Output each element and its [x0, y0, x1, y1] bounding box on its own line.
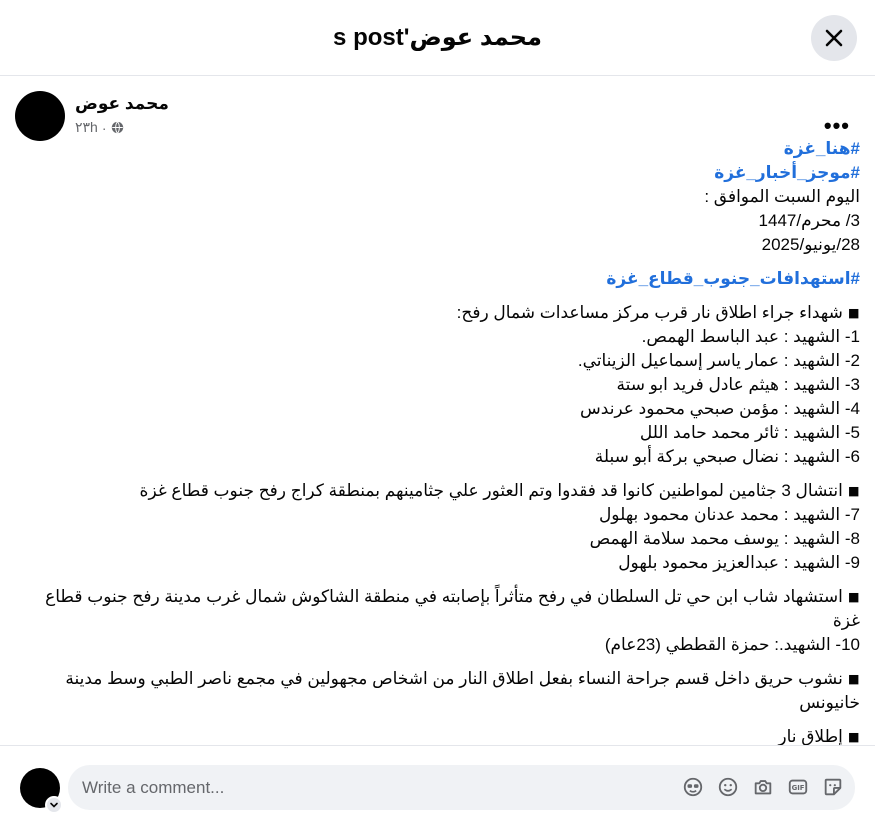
- close-button[interactable]: [811, 15, 857, 61]
- post-text-line: 10- الشهيد.: حمزة القططي (23عام): [604, 635, 860, 654]
- gif-icon: [787, 776, 809, 798]
- dialog-header: [0, 0, 875, 76]
- emoji-button[interactable]: [716, 775, 740, 799]
- post-text-line: 3/ محرم/1447: [758, 211, 860, 230]
- comment-input[interactable]: [82, 778, 642, 798]
- post-text-line: 9- الشهيد : عبدالعزيز محمود بلهول: [618, 553, 860, 572]
- composer-actions: [681, 775, 845, 799]
- author-name[interactable]: محمد عوض: [75, 94, 169, 113]
- hashtag-link[interactable]: #موجز_أخبار_غزة: [714, 163, 860, 182]
- post-text-line: 5- الشهيد : ثائر محمد حامد اللل: [639, 423, 860, 442]
- post-scroll-area[interactable]: [0, 77, 875, 745]
- close-icon: [824, 28, 844, 48]
- meta-separator: ·: [101, 119, 107, 136]
- avatar-sticker-button[interactable]: [681, 775, 705, 799]
- post-text-line: 3- الشهيد : هيثم عادل فريد ابو ستة: [616, 375, 860, 394]
- post-text-line: 8- الشهيد : يوسف محمد سلامة الهمص: [589, 529, 860, 548]
- paragraph-spacer: [20, 575, 860, 585]
- post-text: [20, 137, 860, 745]
- paragraph-spacer: [20, 469, 860, 479]
- post-text-line: ◾ شهداء جراء اطلاق نار قرب مركز مساعدات شمال رفح:: [456, 303, 860, 322]
- comment-composer: [0, 745, 875, 832]
- paragraph-spacer: [20, 257, 860, 267]
- post-text-line: ◾ نشوب حريق داخل قسم جراحة النساء بفعل اطلاق النار من اشخاص مجهولين في مجمع ناصر الطبي وسط مدينة خانيونس: [65, 669, 860, 712]
- post-text-line: 4- الشهيد : مؤمن صبحي محمود عرندس: [580, 399, 860, 418]
- post-text-line: اليوم السبت الموافق :: [704, 187, 860, 206]
- account-switcher[interactable]: [45, 796, 63, 814]
- hashtag-link[interactable]: #استهدافات_جنوب_قطاع_غزة: [606, 269, 860, 288]
- post-text-line: 2- الشهيد : عمار ياسر إسماعيل الزيناتي.: [577, 351, 860, 370]
- emoji-icon: [717, 776, 739, 798]
- author-avatar[interactable]: [15, 91, 65, 141]
- post-time[interactable]: ٢٣h: [75, 119, 98, 135]
- photo-button[interactable]: [751, 775, 775, 799]
- comment-box[interactable]: [68, 765, 855, 810]
- paragraph-spacer: [20, 291, 860, 301]
- chevron-down-icon: [49, 800, 59, 810]
- more-icon: •••: [823, 113, 850, 138]
- post-text-line: ◾ انتشال 3 جثامين لمواطنين كانوا قد فقدوا وتم العثور علي جثامينهم بمنطقة كراج رفح جنوب قطاع غزة: [139, 481, 860, 500]
- sticker-icon: [822, 776, 844, 798]
- dialog-title: محمد عوض's post: [333, 24, 542, 51]
- gif-button[interactable]: [786, 775, 810, 799]
- post-text-line: 1- الشهيد : عبد الباسط الهمص.: [641, 327, 860, 346]
- post-meta: [75, 119, 124, 136]
- camera-icon: [752, 776, 774, 798]
- post-text-line: 7- الشهيد : محمد عدنان محمود بهلول: [598, 505, 860, 524]
- paragraph-spacer: [20, 657, 860, 667]
- avatar-sticker-icon: [682, 776, 704, 798]
- post-text-line: ◾ إطلاق نار: [778, 727, 860, 745]
- sticker-button[interactable]: [821, 775, 845, 799]
- globe-icon: [111, 121, 124, 134]
- paragraph-spacer: [20, 715, 860, 725]
- post-text-line: ◾ استشهاد شاب ابن حي تل السلطان في رفح متأثراً بإصابته في منطقة الشاكوش شمال غرب مدينة رفح جنوب قطاع غزة: [45, 587, 860, 630]
- post-text-line: 6- الشهيد : نضال صبحي بركة أبو سبلة: [594, 447, 860, 466]
- more-options-button[interactable]: [824, 113, 850, 139]
- post-text-line: 28/يونيو/2025: [761, 235, 860, 254]
- svg-text:GIF: GIF: [791, 784, 805, 793]
- hashtag-link[interactable]: #هنا_غزة: [783, 139, 860, 158]
